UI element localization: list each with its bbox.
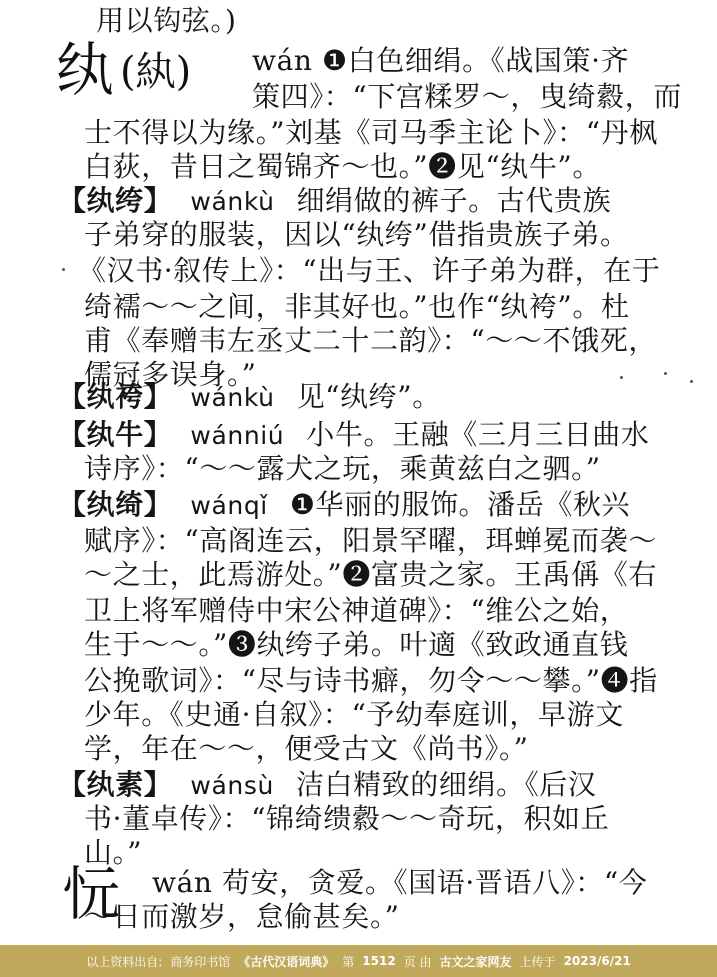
entry-wansu: [58, 768, 597, 803]
entry-wanqi: [58, 488, 630, 523]
def-line: 诗序》：“～～露犬之玩，乘黄兹白之驷。”: [84, 452, 601, 485]
entry-pinyin: wánniú: [190, 421, 285, 450]
footer-upload: 上传于: [519, 954, 556, 969]
footer-page-suffix: 页 由: [403, 954, 432, 969]
footer-site: 古文之家网友: [439, 954, 512, 969]
def-line: 《汉书·叙传上》：“出与王、许子弟为群，在于: [78, 254, 661, 287]
entry-pinyin: wánqǐ: [190, 491, 268, 520]
def-line: 白荻，昔日之蜀锦齐～也。”❷见“纨牛”。: [84, 150, 601, 183]
def-line: wán 苟安，贪爱。《国语·晋语八》：“今: [152, 866, 648, 899]
def-line: 赋序》：“高阁连云，阳景罕曜，珥蝉冕而袭～: [84, 524, 657, 557]
scan-speck: [620, 376, 623, 379]
def-line: 书·董卓传》：“锦绮缋縠～～奇玩，积如丘: [84, 802, 610, 835]
def-line: 山。”: [84, 836, 143, 869]
footer-book: 《古代汉语词典》: [238, 954, 335, 969]
def-line: 儒冠多误身。”: [84, 358, 257, 391]
def-line: 绮襦～～之间，非其好也。”也作“纨袴”。杜: [84, 290, 630, 323]
entry-wanku: [58, 184, 611, 219]
def-line: 卫上将军赠侍中宋公神道碑》：“维公之始，: [84, 594, 629, 627]
entry-head: 【纨素】: [58, 768, 173, 801]
headword-wan-traditional: (紈): [120, 49, 192, 95]
footer-source-label: 以上资料出自:: [86, 954, 163, 969]
def-line: 士不得以为缘。”刘基《司马季主论卜》：“丹枫: [84, 116, 658, 149]
entry-text: ❶华丽的服饰。潘岳《秋兴: [289, 488, 631, 521]
scan-speck: [664, 372, 667, 375]
entry-wanku-alt: [58, 380, 441, 415]
entry-text: 小牛。王融《三月三日曲水: [306, 418, 650, 451]
entry-pinyin: wánkù: [190, 187, 275, 216]
source-footer: [0, 945, 717, 977]
entry-head: 【纨绮】: [58, 488, 173, 521]
footer-page-number: 1512: [362, 954, 396, 968]
def-line: 甫《奉赠韦左丞丈二十二韵》：“～～不饿死，: [84, 324, 657, 357]
footer-publisher: 商务印书馆: [170, 954, 231, 969]
def-line: 策四》：“下宫糅罗～，曳绮縠，而: [252, 80, 682, 113]
entry-head: 【纨绔】: [58, 184, 173, 217]
top-continuation-line: 用以钩弦。): [96, 4, 237, 37]
def-line: 少年。《史通·自叙》：“予幼奉庭训，早游文: [84, 698, 624, 731]
headword-wan-2: 忨: [62, 860, 121, 928]
entry-head: 【纨袴】: [58, 380, 173, 413]
entry-wanniu: [58, 418, 649, 453]
footer-page-prefix: 第: [342, 954, 355, 969]
entry-text: 见“纨绔”。: [296, 380, 441, 413]
def-line: ～日而激岁，怠偷甚矣。”: [84, 900, 400, 933]
scan-speck: [62, 268, 65, 271]
def-line: 公挽歌词》：“尽与诗书癖，勿令～～攀。”❹指: [84, 664, 658, 697]
entry-text: 细绢做的裤子。古代贵族: [296, 184, 612, 217]
headword-wan: 纨: [56, 36, 115, 104]
entry-pinyin: wánkù: [190, 383, 275, 412]
footer-date: 2023/6/21: [563, 954, 631, 968]
def-line: 学，年在～～，便受古文《尚书》。”: [84, 732, 529, 765]
entry-pinyin: wánsù: [190, 771, 274, 800]
def-line: ～之士，此焉游处。”❷富贵之家。王禹偁《右: [84, 558, 657, 591]
def-line: wán ❶白色细绢。《战国策·齐: [252, 44, 630, 77]
def-line: 生于～～。”❸纨绔子弟。叶適《致政通直钱: [84, 628, 629, 661]
entry-head: 【纨牛】: [58, 418, 173, 451]
scan-speck: [690, 380, 693, 383]
def-line: 子弟穿的服装，因以“纨绔”借指贵族子弟。: [84, 218, 629, 251]
entry-text: 洁白精致的细绢。《后汉: [295, 768, 597, 801]
